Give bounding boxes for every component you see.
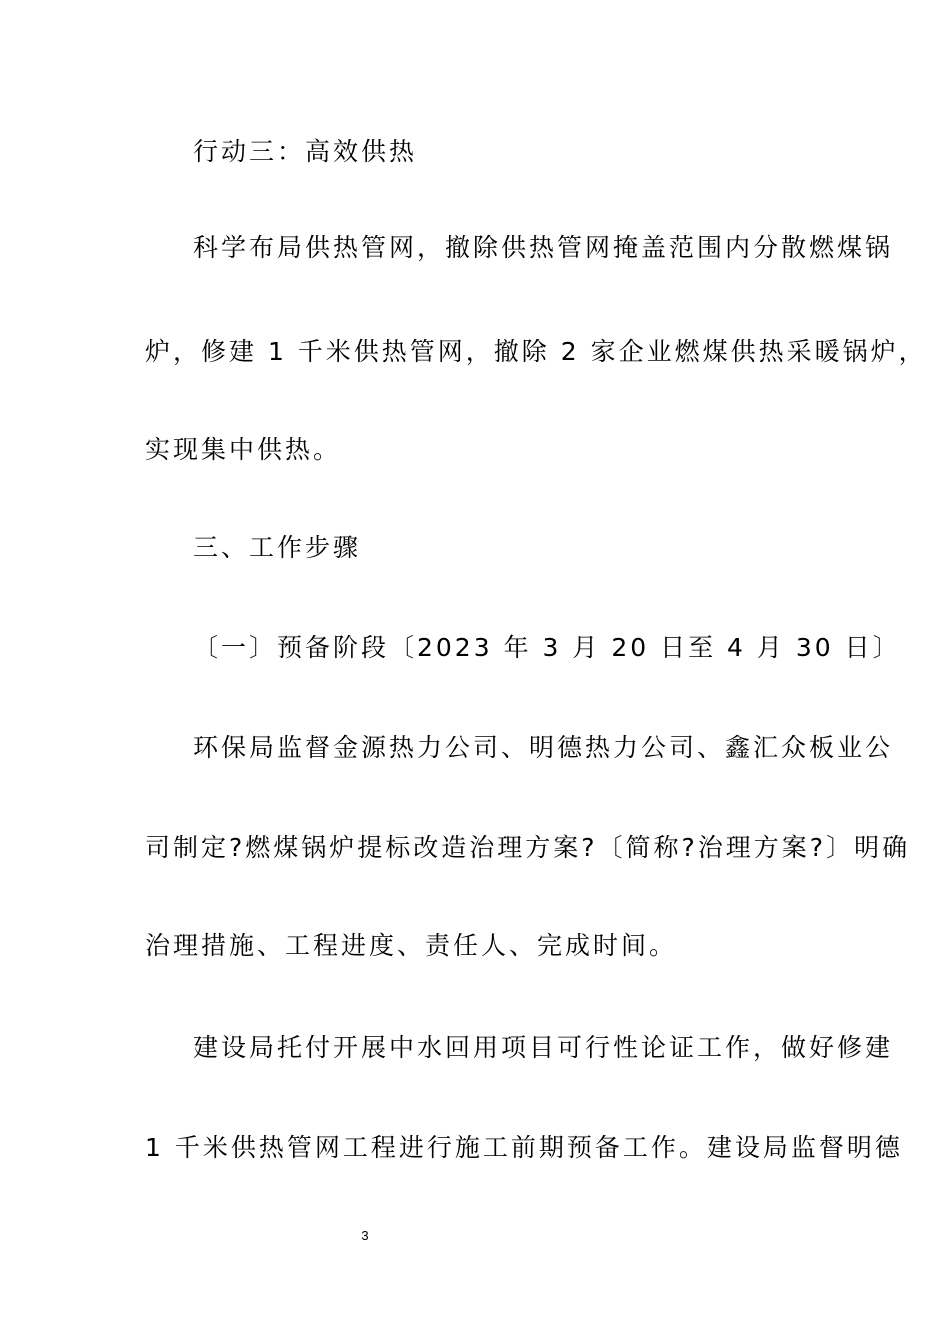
paragraph-2-line-3: 治理措施、工程进度、责任人、完成时间。 xyxy=(145,931,678,960)
paragraph-3-line-2: 1 千米供热管网工程进行施工前期预备工作。建设局监督明德 xyxy=(145,1133,903,1162)
paragraph-1-line-3: 实现集中供热。 xyxy=(145,435,342,464)
paragraph-3-line-1: 建设局托付开展中水回用项目可行性论证工作，做好修建 xyxy=(193,1033,894,1062)
paragraph-2-line-1: 环保局监督金源热力公司、明德热力公司、鑫汇众板业公 xyxy=(193,733,894,762)
stage-one-title: 〔一〕预备阶段〔2023 年 3 月 20 日至 4 月 30 日〕 xyxy=(193,633,901,662)
paragraph-1-line-1: 科学布局供热管网，撤除供热管网掩盖范围内分散燃煤锅 xyxy=(193,233,894,262)
paragraph-1-line-2: 炉，修建 1 千米供热管网，撤除 2 家企业燃煤供热采暖锅炉， xyxy=(145,337,927,366)
heading-action-three: 行动三：高效供热 xyxy=(193,137,418,166)
section-three-title: 三、工作步骤 xyxy=(193,533,362,562)
page-number: 3 xyxy=(361,1228,369,1243)
paragraph-2-line-2: 司制定?燃煤锅炉提标改造治理方案?〔简称?治理方案?〕明确 xyxy=(145,833,911,862)
